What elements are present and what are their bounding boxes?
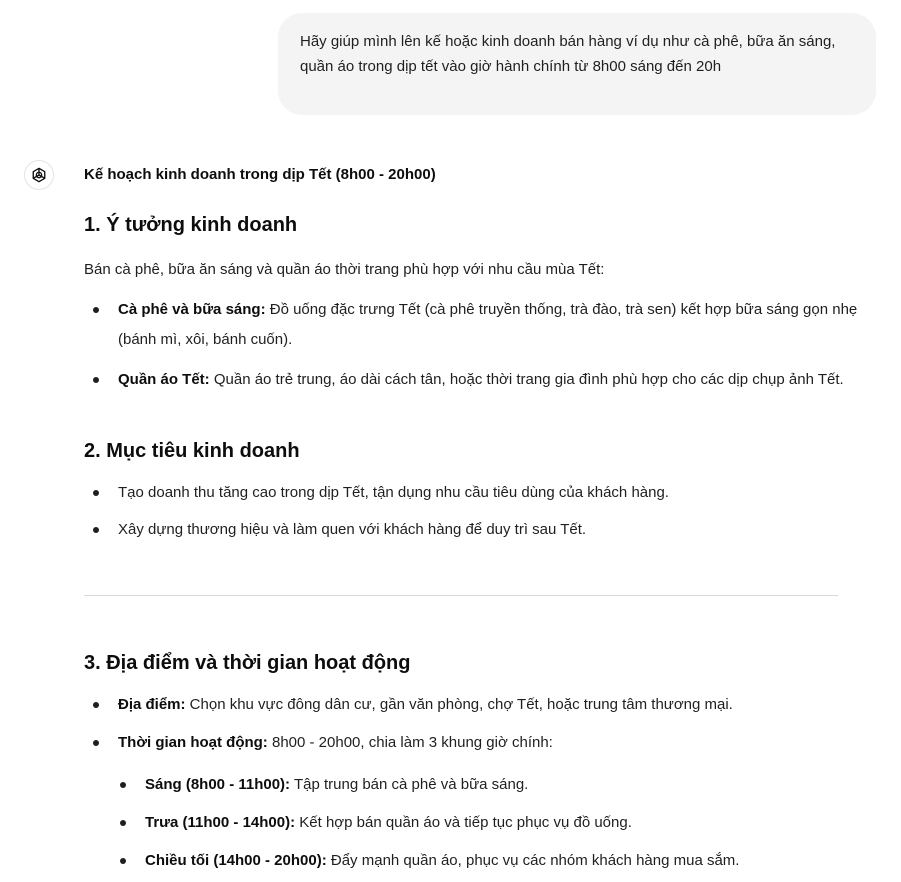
section-3-heading: 3. Địa điểm và thời gian hoạt động [84,652,411,674]
section-2-heading: 2. Mục tiêu kinh doanh [84,440,300,462]
item-label: Địa điểm: [118,696,186,713]
item-label: Chiều tối (14h00 - 20h00): [145,852,327,869]
section-1-paragraph: Bán cà phê, bữa ăn sáng và quần áo thời trang phù hợp với nhu cầu mùa Tết: [84,261,605,278]
section-3-sublist [111,770,871,876]
list-item: Cà phê và bữa sáng: Đồ uống đặc trưng Tết (cà phê truyền thống, trà đào, trà sen) kết hợp bữa sáng gọn nhẹ (bánh mì, xôi, bánh cuốn). [84,295,874,355]
assistant-intro: Kế hoạch kinh doanh trong dịp Tết (8h00 - 20h00) [84,166,436,183]
list-item: Trưa (11h00 - 14h00): Kết hợp bán quần áo và tiếp tục phục vụ đồ uống. [111,808,871,838]
section-2-list [84,478,874,545]
openai-logo-icon [29,165,49,185]
user-message-text: Hãy giúp mình lên kế hoặc kinh doanh bán hàng ví dụ như cà phê, bữa ăn sáng, quần áo trong dịp tết vào giờ hành chính từ 8h00 sáng đến 20h [300,33,836,75]
list-item: Tạo doanh thu tăng cao trong dịp Tết, tận dụng nhu cầu tiêu dùng của khách hàng. [84,478,874,508]
user-message-bubble [278,13,876,115]
assistant-avatar [24,160,54,190]
list-item: Địa điểm: Chọn khu vực đông dân cư, gần văn phòng, chợ Tết, hoặc trung tâm thương mại. [84,690,874,720]
section-divider [84,595,838,596]
list-item: Quần áo Tết: Quần áo trẻ trung, áo dài cách tân, hoặc thời trang gia đình phù hợp cho các dịp chụp ảnh Tết. [84,365,874,395]
item-label: Quần áo Tết: [118,371,210,388]
item-label: Thời gian hoạt động: [118,734,268,751]
item-label: Cà phê và bữa sáng: [118,301,266,318]
list-item: Xây dựng thương hiệu và làm quen với khách hàng để duy trì sau Tết. [84,515,874,545]
list-item: Chiều tối (14h00 - 20h00): Đẩy mạnh quần áo, phục vụ các nhóm khách hàng mua sắm. [111,846,871,876]
list-item: Thời gian hoạt động: 8h00 - 20h00, chia làm 3 khung giờ chính: [84,728,874,758]
section-1-heading: 1. Ý tưởng kinh doanh [84,214,298,236]
section-1-list [84,295,874,395]
section-3-list [84,690,874,758]
item-label: Trưa (11h00 - 14h00): [145,814,296,831]
list-item: Sáng (8h00 - 11h00): Tập trung bán cà phê và bữa sáng. [111,770,871,800]
item-label: Sáng (8h00 - 11h00): [145,776,291,793]
